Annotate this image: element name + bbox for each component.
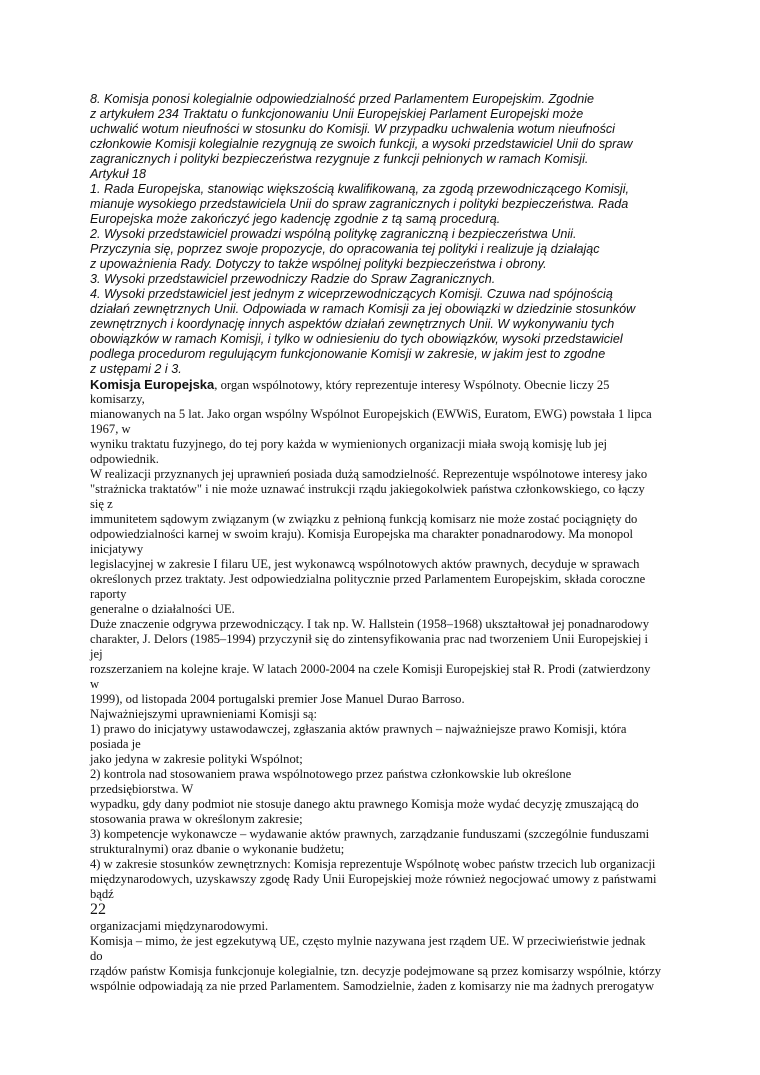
treaty-line: podlega procedurom regulującym funkcjonowanie Komisji w zakresie, w jakim jest to zgodne <box>90 347 606 361</box>
body-line: "strażnicka traktatów" i nie może uznawać instrukcji rządu jakiegokolwiek państwa członkowskiego, co łączy <box>90 482 645 496</box>
body-line: 4) w zakresie stosunków zewnętrznych: Komisja reprezentuje Wspólnotę wobec państw trzecich lub organizacji <box>90 857 656 871</box>
article-heading: Artykuł 18 <box>90 167 146 181</box>
body-line: Najważniejszymi uprawnieniami Komisji są: <box>90 707 317 721</box>
body-line: bądź <box>90 887 114 901</box>
body-line: międzynarodowych, uzyskawszy zgodę Rady Unii Europejskiej może również negocjować umowy z państwami <box>90 872 657 886</box>
treaty-line: działań zewnętrznych Unii. Odpowiada w ramach Komisji za jej obowiązki w dziedzinie stosunków <box>90 302 636 316</box>
body-line: immunitetem sądowym związanym (w związku z pełnioną funkcją komisarz nie może zostać pociągnięty do <box>90 512 638 526</box>
body-line: jej <box>90 647 103 661</box>
body-line: organizacjami międzynarodowymi. <box>90 919 269 933</box>
body-line: legislacyjnej w zakresie I filaru UE, jest wykonawcą wspólnotowych aktów prawnych, decyduje w sprawach <box>90 557 640 571</box>
body-line: 1999), od listopada 2004 portugalski premier Jose Manuel Durao Barroso. <box>90 692 465 706</box>
body-line: generalne o działalności UE. <box>90 602 235 616</box>
body-line: wypadku, gdy dany podmiot nie stosuje danego aktu prawnego Komisja może wydać decyzję zmuszającą do <box>90 797 639 811</box>
body-line: 2) kontrola nad stosowaniem prawa wspólnotowego przez państwa członkowskie lub określone <box>90 767 572 781</box>
term-definition: , organ wspólnotowy, który reprezentuje interesy Wspólnoty. Obecnie liczy 25 <box>214 378 610 392</box>
body-line: Komisja – mimo, że jest egzekutywą UE, często mylnie nazywana jest rządem UE. W przeciwieństwie jednak <box>90 934 646 948</box>
body-line: jako jedyna w zakresie polityki Wspólnot; <box>90 752 303 766</box>
treaty-line: z ustępami 2 i 3. <box>90 362 182 376</box>
encyclopedia-first-line <box>90 378 609 392</box>
treaty-line: z artykułem 234 Traktatu o funkcjonowaniu Unii Europejskiej Parlament Europejski może <box>90 107 584 121</box>
body-line: wyniku traktatu fuzyjnego, do tej pory każda w wymienionych organizacji miała swoją komisję lub jej <box>90 437 608 451</box>
treaty-line: uchwalić wotum nieufności w stosunku do Komisji. W przypadku uchwalenia wotum nieufności <box>90 122 615 136</box>
body-line: 1) prawo do inicjatywy ustawodawczej, zgłaszania aktów prawnych – najważniejsze prawo Komisji, która <box>90 722 627 736</box>
treaty-line: 1. Rada Europejska, stanowiąc większością kwalifikowaną, za zgodą przewodniczącego Komisji, <box>90 182 629 196</box>
treaty-line: obowiązków w ramach Komisji, i tylko w odniesieniu do tych obowiązków, wysoki przedstawiciel <box>90 332 623 346</box>
body-line: 3) kompetencje wykonawcze – wydawanie aktów prawnych, zarządzanie funduszami (szczególnie funduszami <box>90 827 650 841</box>
body-line: wspólnie odpowiadają za nie przed Parlamentem. Samodzielnie, żaden z komisarzy nie ma żadnych prerogatyw <box>90 979 655 993</box>
body-line: raporty <box>90 587 127 601</box>
treaty-line: 2. Wysoki przedstawiciel prowadzi wspólną politykę zagraniczną i bezpieczeństwa Unii. <box>90 227 577 241</box>
treaty-line: 3. Wysoki przedstawiciel przewodniczy Radzie do Spraw Zagranicznych. <box>90 272 496 286</box>
body-line: rządów państw Komisja funkcjonuje kolegialnie, tzn. decyzje podejmowane są przez komisarzy wspólnie, którzy <box>90 964 662 978</box>
treaty-line: zagranicznych i polityki bezpieczeństwa rezygnuje z funkcji pełnionych w ramach Komisji. <box>90 152 589 166</box>
body-line: mianowanych na 5 lat. Jako organ wspólny Wspólnot Europejskich (EWWiS, Euratom, EWG) powstała 1 lipca <box>90 407 652 421</box>
treaty-line: Europejska może zakończyć jego kadencję zgodnie z tą samą procedurą. <box>90 212 501 226</box>
treaty-line: zewnętrznych i koordynację innych aspektów działań zewnętrznych Unii. W wykonywaniu tych <box>90 317 615 331</box>
body-line: 1967, w <box>90 422 131 436</box>
term-heading: Komisja Europejska <box>90 377 215 392</box>
treaty-line: z upoważnienia Rady. Dotyczy to także wspólnej polityki bezpieczeństwa i obrony. <box>90 257 547 271</box>
body-line: strukturalnymi) oraz dbanie o wykonanie budżetu; <box>90 842 345 856</box>
treaty-line: mianuje wysokiego przedstawiciela Unii do spraw zagranicznych i polityki bezpieczeństwa. Rada <box>90 197 629 211</box>
body-line: inicjatywy <box>90 542 144 556</box>
body-line: do <box>90 949 103 963</box>
body-line: określonych przez traktaty. Jest odpowiedzialna politycznie przed Parlamentem Europejskim, składa coroczne <box>90 572 646 586</box>
body-line: rozszerzaniem na kolejne kraje. W latach 2000-2004 na czele Komisji Europejskiej stał R. Prodi (zatwierdzony <box>90 662 651 676</box>
body-line: przedsiębiorstwa. W <box>90 782 194 796</box>
body-line: posiada je <box>90 737 141 751</box>
body-line: stosowania prawa w określonym zakresie; <box>90 812 303 826</box>
body-line: odpowiednik. <box>90 452 159 466</box>
treaty-line: Przyczynia się, poprzez swoje propozycje, do opracowania tej polityki i realizuje ją działając <box>90 242 600 256</box>
body-line: się z <box>90 497 113 511</box>
page-number: 22 <box>90 901 106 918</box>
body-line: W realizacji przyznanych jej uprawnień posiada dużą samodzielność. Reprezentuje wspólnotowe interesy jako <box>90 467 648 481</box>
body-line: w <box>90 677 100 691</box>
body-line: komisarzy, <box>90 392 145 406</box>
treaty-line: członkowie Komisji kolegialnie rezygnują ze swoich funkcji, a wysoki przedstawiciel Unii do spraw <box>90 137 633 151</box>
body-line: Duże znaczenie odgrywa przewodniczący. I tak np. W. Hallstein (1958–1968) ukształtował jej ponadnarodowy <box>90 617 650 631</box>
treaty-line: 4. Wysoki przedstawiciel jest jednym z wiceprzewodniczących Komisji. Czuwa nad spójnością <box>90 287 613 301</box>
body-line: odpowiedzialności karnej w swoim kraju). Komisja Europejska ma charakter ponadnarodowy. Ma monopol <box>90 527 634 541</box>
body-line: charakter, J. Delors (1985–1994) przyczynił się do zintensyfikowania prac nad tworzeniem Unii Europejskiej i <box>90 632 648 646</box>
treaty-line: 8. Komisja ponosi kolegialnie odpowiedzialność przed Parlamentem Europejskim. Zgodnie <box>90 92 595 106</box>
